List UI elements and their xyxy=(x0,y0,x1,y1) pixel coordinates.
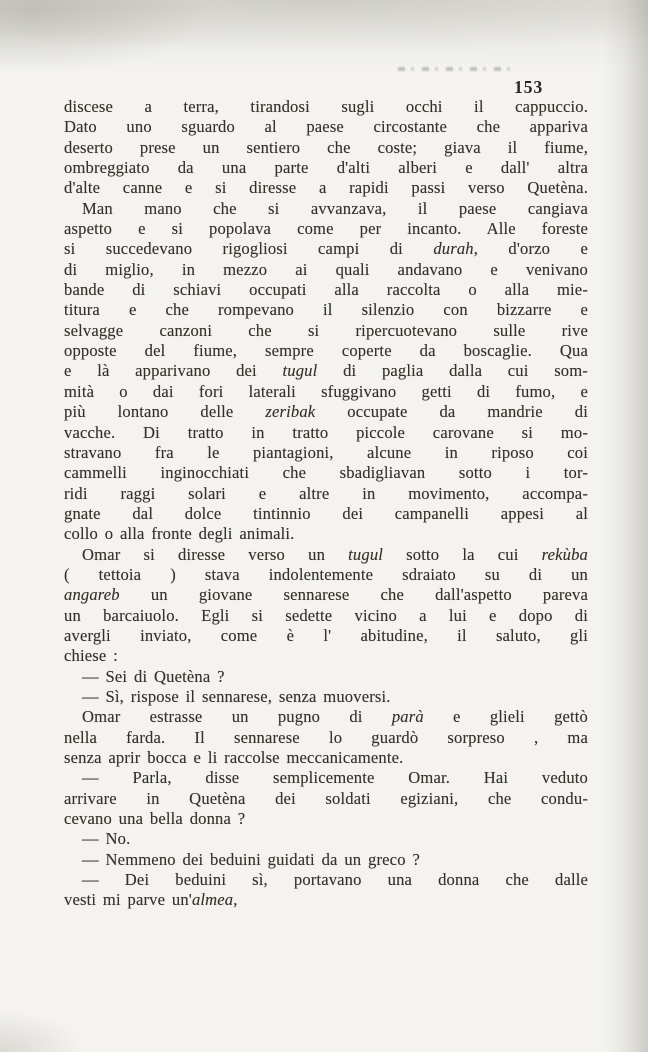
text-segment: più lontano delle xyxy=(64,402,266,422)
italic-term: zeribak xyxy=(265,402,316,422)
text-line xyxy=(64,870,588,890)
italic-term: angareb xyxy=(64,585,120,605)
text-line xyxy=(64,707,588,727)
text-segment: deserto prese un sentiero che coste; giava il fiume, xyxy=(64,137,588,157)
text-segment: selvagge canzoni che si ripercuotevano sulle rive xyxy=(64,320,588,340)
text-segment: — Sei di Quetèna ? xyxy=(82,666,225,686)
text-segment: un barcaiuolo. Egli si sedette vicino a lui e dopo di xyxy=(64,605,588,625)
text-line xyxy=(64,768,588,788)
text-segment: arrivare in Quetèna dei soldati egiziani, che condu- xyxy=(64,788,588,808)
text-segment: , xyxy=(233,890,238,910)
italic-term: tugul xyxy=(282,361,318,381)
text-segment: collo o alla fronte degli animali. xyxy=(64,524,295,544)
text-line xyxy=(64,321,588,341)
text-line xyxy=(64,748,588,768)
text-line xyxy=(64,117,588,137)
text-segment: vesti mi parve un' xyxy=(64,890,192,910)
text-segment: si succedevano rigogliosi campi di xyxy=(64,239,434,259)
text-line xyxy=(64,158,588,178)
text-line xyxy=(64,646,588,666)
text-segment: e glieli gettò xyxy=(423,707,589,727)
text-line xyxy=(64,585,588,605)
text-segment: discese a terra, tirandosi sugli occhi il cappuccio. xyxy=(64,97,588,116)
text-line xyxy=(64,219,588,239)
text-segment: di miglio, in mezzo ai quali andavano e venivano xyxy=(64,259,588,279)
text-segment: sotto la cui xyxy=(383,544,542,564)
text-segment: cevano una bella donna ? xyxy=(64,809,246,829)
text-line xyxy=(64,789,588,809)
text-line xyxy=(64,300,588,320)
text-line xyxy=(64,361,588,381)
italic-term: almea xyxy=(191,890,234,910)
text-segment: un giovane sennarese che dall'aspetto pareva xyxy=(119,585,588,605)
text-segment: d'alte canne e si diresse a rapidi passi verso Quetèna. xyxy=(64,178,588,198)
text-line xyxy=(64,606,588,626)
text-line xyxy=(64,423,588,443)
text-line xyxy=(64,239,588,259)
text-segment: — Parla, disse semplicemente Omar. Hai veduto xyxy=(82,768,588,788)
text-line xyxy=(64,178,588,198)
italic-term: tugul xyxy=(348,544,384,564)
text-segment: — Sì, rispose il sennarese, senza muoversi. xyxy=(82,686,391,706)
text-segment: , d'orzo e xyxy=(473,239,588,259)
page-number: 153 xyxy=(514,77,544,97)
text-line xyxy=(64,829,588,849)
text-segment: aspetto e si popolava come per incanto. Alle foreste xyxy=(64,219,588,239)
text-line xyxy=(64,382,588,402)
text-line xyxy=(64,97,588,117)
text-segment: bande di schiavi occupati alla raccolta o alla mie- xyxy=(64,280,588,300)
italic-term: durah xyxy=(433,239,474,259)
text-line xyxy=(64,850,588,870)
text-line xyxy=(64,667,588,687)
text-line xyxy=(64,565,588,585)
text-line xyxy=(64,524,588,544)
text-segment: Man mano che si avvanzava, il paese cangiava xyxy=(82,198,588,218)
text-line xyxy=(64,260,588,280)
text-segment: stravano fra le piantagioni, alcune in riposo coi xyxy=(64,442,588,462)
text-segment: e là apparivano dei xyxy=(64,361,283,381)
text-segment: ombreggiato da una parte d'alti alberi e dall' altra xyxy=(64,158,588,178)
text-segment: Omar estrasse un pugno di xyxy=(82,707,392,727)
text-line xyxy=(64,545,588,565)
text-segment: ridi raggi solari e altre in movimento, accompa- xyxy=(64,483,588,503)
text-segment: Omar si diresse verso un xyxy=(82,544,349,564)
text-segment: ( tettoia ) stava indolentemente sdraiato su di un xyxy=(64,564,588,584)
text-segment: — Dei beduini sì, portavano una donna che dalle xyxy=(82,870,588,890)
scan-smudge-mark xyxy=(398,67,510,71)
italic-term: rekùba xyxy=(541,544,588,564)
text-segment: opposte del fiume, sempre coperte da boscaglie. Qua xyxy=(64,341,588,361)
italic-term: parà xyxy=(391,707,424,727)
text-line xyxy=(64,280,588,300)
text-line xyxy=(64,626,588,646)
text-segment: cammelli inginocchiati che sbadigliavan sotto i tor- xyxy=(64,463,588,483)
text-segment: titura e che rompevano il silenzio con bizzarre e xyxy=(64,300,588,320)
text-line xyxy=(64,484,588,504)
text-block xyxy=(64,97,588,911)
text-segment: Dato uno sguardo al paese circostante che appariva xyxy=(64,117,588,137)
text-line xyxy=(64,809,588,829)
text-line xyxy=(64,402,588,422)
text-segment: chiese : xyxy=(64,646,118,666)
text-segment: — No. xyxy=(82,829,131,849)
text-segment: di paglia dalla cui som- xyxy=(317,361,588,381)
text-segment: avergli inviato, come è l' abitudine, il saluto, gli xyxy=(64,625,588,645)
text-line xyxy=(64,463,588,483)
text-segment: gnate dal dolce tintinnio dei campanelli appesi al xyxy=(64,503,588,523)
text-segment: mità o dai fori laterali sfuggivano getti di fumo, e xyxy=(64,381,588,401)
text-segment: vacche. Di tratto in tratto piccole carovane si mo- xyxy=(64,422,588,442)
text-segment: — Nemmeno dei beduini guidati da un greco ? xyxy=(82,849,420,869)
text-segment: occupate da mandrie di xyxy=(315,402,588,422)
text-line xyxy=(64,890,588,910)
text-line xyxy=(64,199,588,219)
text-line xyxy=(64,138,588,158)
text-line xyxy=(64,341,588,361)
text-line xyxy=(64,504,588,524)
text-line xyxy=(64,687,588,707)
text-line xyxy=(64,443,588,463)
text-line xyxy=(64,728,588,748)
text-segment: senza aprir bocca e li raccolse meccanicamente. xyxy=(64,748,404,767)
text-segment: nella farda. Il sennarese lo guardò sorpreso , ma xyxy=(64,727,588,747)
